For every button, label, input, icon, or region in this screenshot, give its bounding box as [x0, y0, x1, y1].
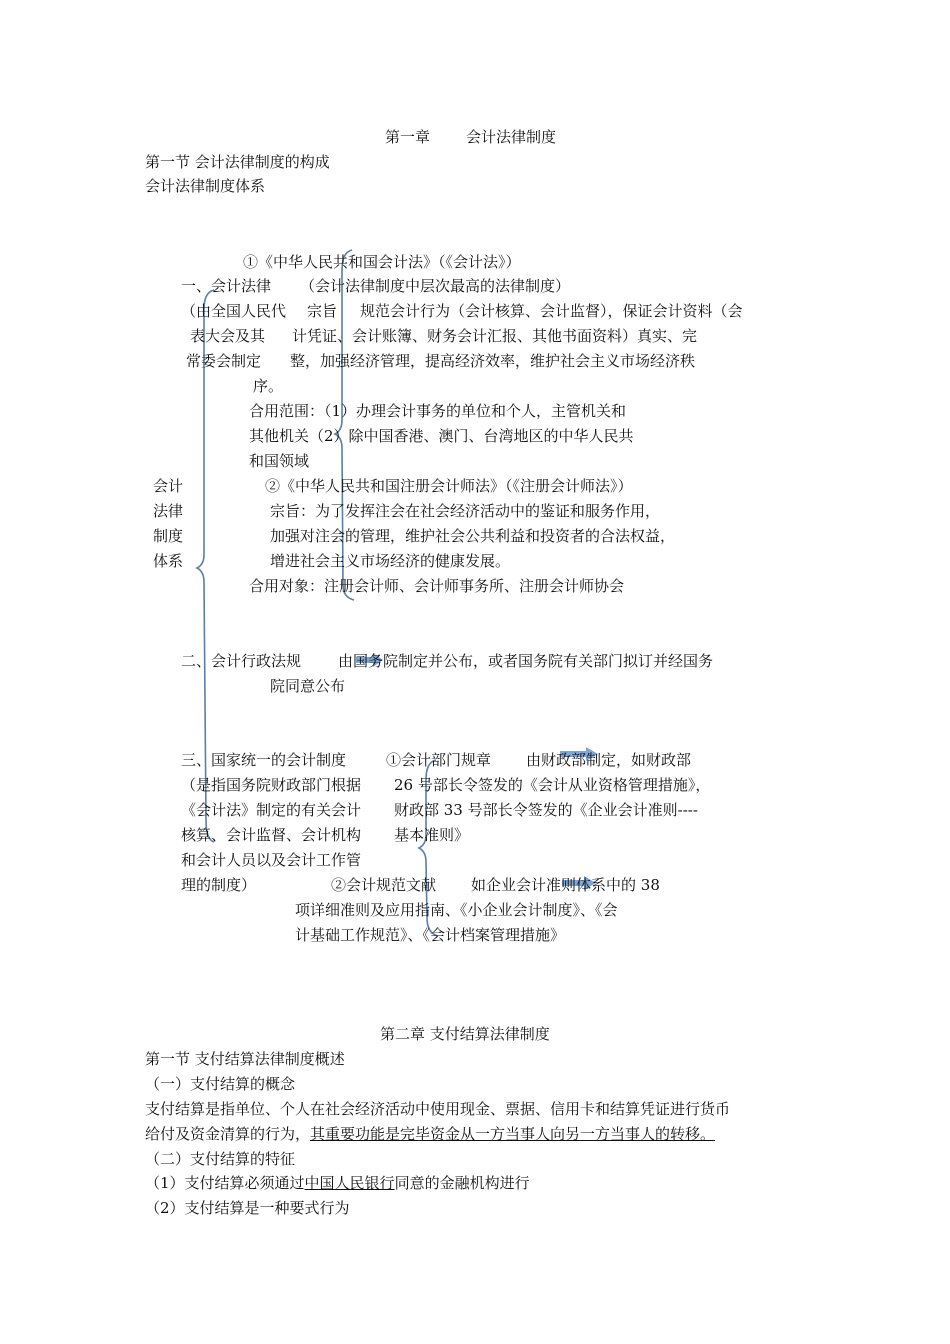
side-label: 法律: [153, 502, 184, 520]
maker-line: 常委会制定: [186, 352, 262, 370]
item2-line: 增进社会主义市场经济的健康发展。: [270, 552, 511, 570]
side-label: 会计: [153, 477, 184, 495]
purpose-line: 计凭证、会计账簿、财务会计汇报、其他书面资料）真实、完: [292, 327, 698, 345]
feature-text: （1）支付结算必须通过: [145, 1174, 305, 1192]
rule1-line: 由财政部制定，如财政部: [526, 751, 692, 769]
subsection-title: （二）支付结算的特征: [145, 1150, 296, 1168]
category-heading: 二、会计行政法规: [181, 652, 302, 670]
category-heading: 三、国家统一的会计制度: [181, 751, 347, 769]
rule1-line: 基本准则》: [394, 826, 470, 844]
rule1-line: 26 号部长令签发的《会计从业资格管理措施》，: [394, 776, 711, 794]
item2-line: 加强对注会的管理，维护社会公共利益和投资者的合法权益，: [270, 527, 676, 545]
rule-item: ②会计规范文献: [331, 876, 437, 894]
law-item: ②《中华人民共和国注册会计师法》（《注册会计师法》）: [265, 477, 633, 495]
chapter-title: 第二章 支付结算法律制度: [380, 1025, 550, 1043]
feature-item: （2）支付结算是一种要式行为: [145, 1199, 350, 1217]
regulation-desc: 院同意公布: [270, 677, 346, 695]
scope-line: 和国领域: [249, 452, 310, 470]
law-item: ①《中华人民共和国会计法》（《会计法》）: [243, 253, 521, 271]
section-title: 第一节 支付结算法律制度概述: [145, 1050, 345, 1068]
unified-def: 和会计人员以及会计工作管: [181, 851, 362, 869]
chapter-title: 会计法律制度: [466, 128, 557, 146]
paragraph-text: 给付及资金清算的行为，: [145, 1125, 311, 1143]
rule2-line: 如企业会计准则体系中的 38: [471, 876, 660, 894]
maker-line: （由全国人民代: [181, 302, 287, 320]
side-label: 体系: [153, 552, 184, 570]
category-heading: 一、会计法律: [181, 277, 272, 295]
underlined-text: 中国人民银行: [304, 1174, 395, 1192]
purpose-line: 序。: [253, 377, 284, 395]
scope-line: 合用范围：（1）办理会计事务的单位和个人，主管机关和: [249, 402, 627, 420]
side-label: 制度: [153, 527, 184, 545]
category-note: （会计法律制度中层次最高的法律制度）: [300, 277, 571, 295]
purpose-line: 规范会计行为（会计核算、会计监督），保证会计资料（会: [360, 302, 743, 320]
underlined-text: 其重要功能是完毕资金从一方当事人向另一方当事人的转移。: [310, 1125, 716, 1143]
paragraph-line: [145, 1124, 715, 1144]
rule2-line: 计基础工作规范》、《会计档案管理措施》: [295, 926, 566, 944]
maker-line: 表大会及其: [190, 327, 266, 345]
section-title: 第一节 会计法律制度的构成: [145, 153, 330, 171]
rule-item: ①会计部门规章: [386, 751, 492, 769]
feature-text: 同意的金融机构进行: [394, 1174, 530, 1192]
unified-def: （是指国务院财政部门根据: [181, 776, 362, 794]
purpose-line: 整，加强经济管理，提高经济效率，维护社会主义市场经济秩: [290, 352, 696, 370]
law-brace: [335, 250, 354, 600]
purpose-label: 宗旨: [307, 302, 338, 320]
subsection-title: 会计法律制度体系: [145, 177, 266, 195]
unified-def: 理的制度）: [181, 876, 257, 894]
unified-def: 《会计法》制定的有关会计: [181, 801, 362, 819]
feature-item: [145, 1173, 530, 1193]
regulation-desc: 由国务院制定并公布，或者国务院有关部门拟订并经国务: [338, 652, 714, 670]
paragraph-line: 支付结算是指单位、个人在社会经济活动中使用现金、票据、信用卡和结算凭证进行货币: [145, 1100, 731, 1118]
unified-def: 核算、会计监督、会计机构: [181, 826, 362, 844]
subsection-title: （一）支付结算的概念: [145, 1075, 296, 1093]
item2-scope: 合用对象：注册会计师、会计师事务所、注册会计师协会: [249, 577, 625, 595]
scope-line: 其他机关（2）除中国香港、澳门、台湾地区的中华人民共: [249, 427, 634, 445]
chapter-title: 第一章: [385, 128, 431, 146]
item2-line: 宗旨：为了发挥注会在社会经济活动中的鉴证和服务作用，: [270, 502, 661, 520]
rule2-line: 项详细准则及应用指南、《小企业会计制度》、《会: [295, 901, 618, 919]
rule1-line: 财政部 33 号部长令签发的《企业会计准则----: [394, 801, 698, 819]
